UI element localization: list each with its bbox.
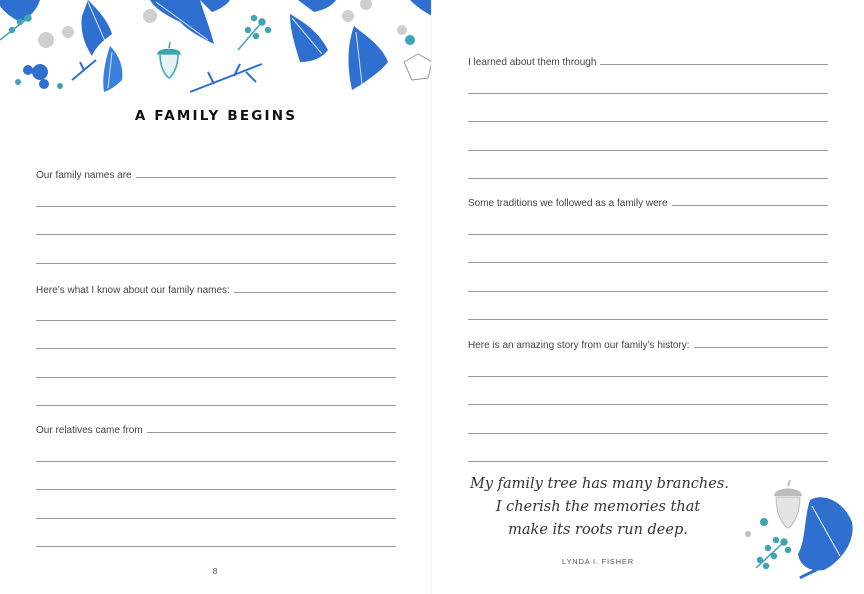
prompt-label: Our family names are xyxy=(36,170,132,181)
writing-line[interactable] xyxy=(36,263,396,264)
pebble-icon xyxy=(745,531,751,537)
berry-sprig-icon xyxy=(756,538,791,569)
writing-line[interactable] xyxy=(468,93,828,94)
prompt-label: Some traditions we followed as a family were xyxy=(468,198,668,209)
page-title: A FAMILY BEGINS xyxy=(134,108,298,124)
prompt-learned-through[interactable] xyxy=(468,54,828,68)
writing-line[interactable] xyxy=(468,262,828,263)
writing-line[interactable] xyxy=(36,489,396,490)
botanical-header-art xyxy=(0,0,432,100)
writing-line[interactable] xyxy=(468,178,828,179)
writing-line[interactable] xyxy=(672,205,828,206)
prompt-label: Our relatives came from xyxy=(36,425,143,436)
writing-line[interactable] xyxy=(468,319,828,320)
writing-line[interactable] xyxy=(468,433,828,434)
prompt-relatives-origin[interactable] xyxy=(36,422,396,436)
prompt-traditions[interactable] xyxy=(468,195,828,209)
prompt-label: Here is an amazing story from our family’s history: xyxy=(468,340,690,351)
writing-line[interactable] xyxy=(136,177,396,178)
writing-line[interactable] xyxy=(468,121,828,122)
quote-line: I cherish the memories that xyxy=(495,499,701,515)
writing-line[interactable] xyxy=(36,320,396,321)
writing-line[interactable] xyxy=(468,291,828,292)
writing-line[interactable] xyxy=(694,347,828,348)
writing-line[interactable] xyxy=(468,150,828,151)
writing-line[interactable] xyxy=(468,461,828,462)
quote-line: My family tree has many branches. xyxy=(470,476,729,492)
writing-line[interactable] xyxy=(36,405,396,406)
oak-leaf-icon xyxy=(798,497,853,578)
writing-line[interactable] xyxy=(468,404,828,405)
prompt-label: Here’s what I know about our family names: xyxy=(36,285,230,296)
writing-line[interactable] xyxy=(234,292,396,293)
writing-line[interactable] xyxy=(36,377,396,378)
writing-line[interactable] xyxy=(147,432,396,433)
writing-line[interactable] xyxy=(600,64,828,65)
writing-line[interactable] xyxy=(468,234,828,235)
prompt-label: I learned about them through xyxy=(468,57,597,68)
acorn-icon xyxy=(158,42,180,78)
prompt-family-story[interactable] xyxy=(468,337,828,351)
pebble-icon xyxy=(760,518,768,526)
acorn-icon xyxy=(774,480,802,528)
flower-icon xyxy=(15,64,63,89)
quote-author: LYNDA I. FISHER xyxy=(562,557,634,566)
writing-line[interactable] xyxy=(36,206,396,207)
writing-line[interactable] xyxy=(36,234,396,235)
writing-line[interactable] xyxy=(36,461,396,462)
oak-leaf-icon xyxy=(0,0,432,92)
quote-text xyxy=(470,473,729,542)
prompt-family-names-knowledge[interactable] xyxy=(36,282,396,296)
writing-line[interactable] xyxy=(36,348,396,349)
prompt-family-names[interactable] xyxy=(36,167,396,181)
quote-line: make its roots run deep. xyxy=(508,522,688,538)
writing-line[interactable] xyxy=(36,518,396,519)
writing-line[interactable] xyxy=(36,546,396,547)
botanical-corner-art xyxy=(740,470,864,594)
page-number: 8 xyxy=(212,566,218,576)
writing-line[interactable] xyxy=(468,376,828,377)
